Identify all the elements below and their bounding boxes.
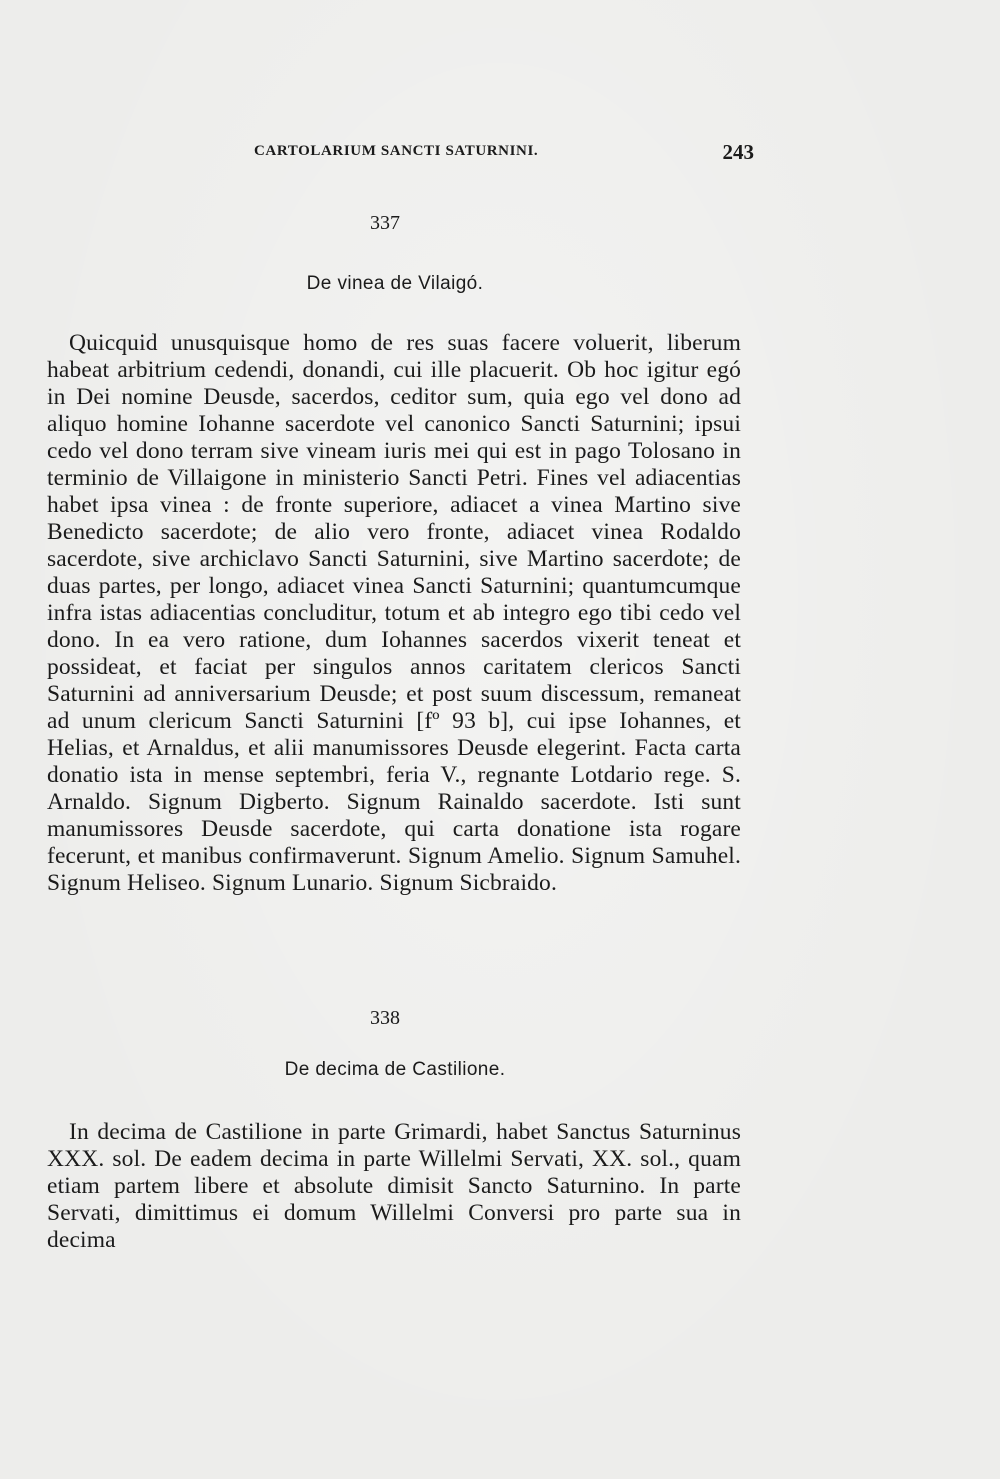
charter-number: 338 xyxy=(370,1007,400,1029)
running-header xyxy=(254,140,754,167)
charter-number: 337 xyxy=(370,212,400,234)
charter-text: In decima de Castilione in parte Grimardi, habet Sanctus Saturninus XXX. sol. De eadem decima in parte Willelmi Servati, XX. sol., quam etiam partem libere et absolute dimisit Sancto Saturnino. In parte Servati, dimittimus ei domum Willelmi Conversi pro parte sua in decima xyxy=(47,1119,741,1253)
charter-text: Quicquid unusquisque homo de res suas facere voluerit, liberum habeat arbitrium cedendi, donandi, cui ille placuerit. Ob hoc igitur egó in Dei nomine Deusde, sacerdos, ceditor sum, quia ego vel dono ad aliquo homine Iohanne sacerdote vel canonico Sancti Saturnini; ipsui cedo vel dono terram sive vineam iuris mei qui est in pago Tolosano in terminio de Villaigone in ministerio Sancti Petri. Fines vel adiacentias habet ipsa vinea : de fronte superiore, adiacet a vinea Martino sive Benedicto sacerdote; de alio vero fronte, adiacet vinea Rodaldo sacerdote, sive archiclavo Sancti Saturnini, sive Martino sacerdote; de duas partes, per longo, adiacet vinea Sancti Saturnini; quantumcumque infra istas adiacentias concluditur, totum et ab integro ego tibi cedo vel dono. In ea vero ratione, dum Iohannes sacerdos vixerit teneat et possideat, et faciat per singulos annos caritatem clericos Sancti Saturnini ad anniversarium Deusde; et post suum discessum, remaneat ad unum clericum Sancti Saturnini [fº 93 b], cui ipse Iohannes, et Helias, et Arnaldus, et alii manumissores Deusde elegerint. Facta carta donatio ista in mense septembri, feria V., regnante Lotdario rege. S. Arnaldo. Signum Digberto. Signum Rainaldo sacerdote. Isti sunt manumissores Deusde sacerdote, qui carta donatione ista rogare fecerunt, et manibus confirmaverunt. Signum Amelio. Signum Samuhel. Signum Heliseo. Signum Lunario. Signum Sicbraido. xyxy=(47,330,741,896)
running-title: CARTOLARIUM SANCTI SATURNINI. xyxy=(254,143,539,159)
page-number: 243 xyxy=(722,140,754,164)
charter-heading: De decima de Castilione. xyxy=(284,1059,506,1080)
charter-heading: De vinea de Vilaigó. xyxy=(306,273,484,294)
